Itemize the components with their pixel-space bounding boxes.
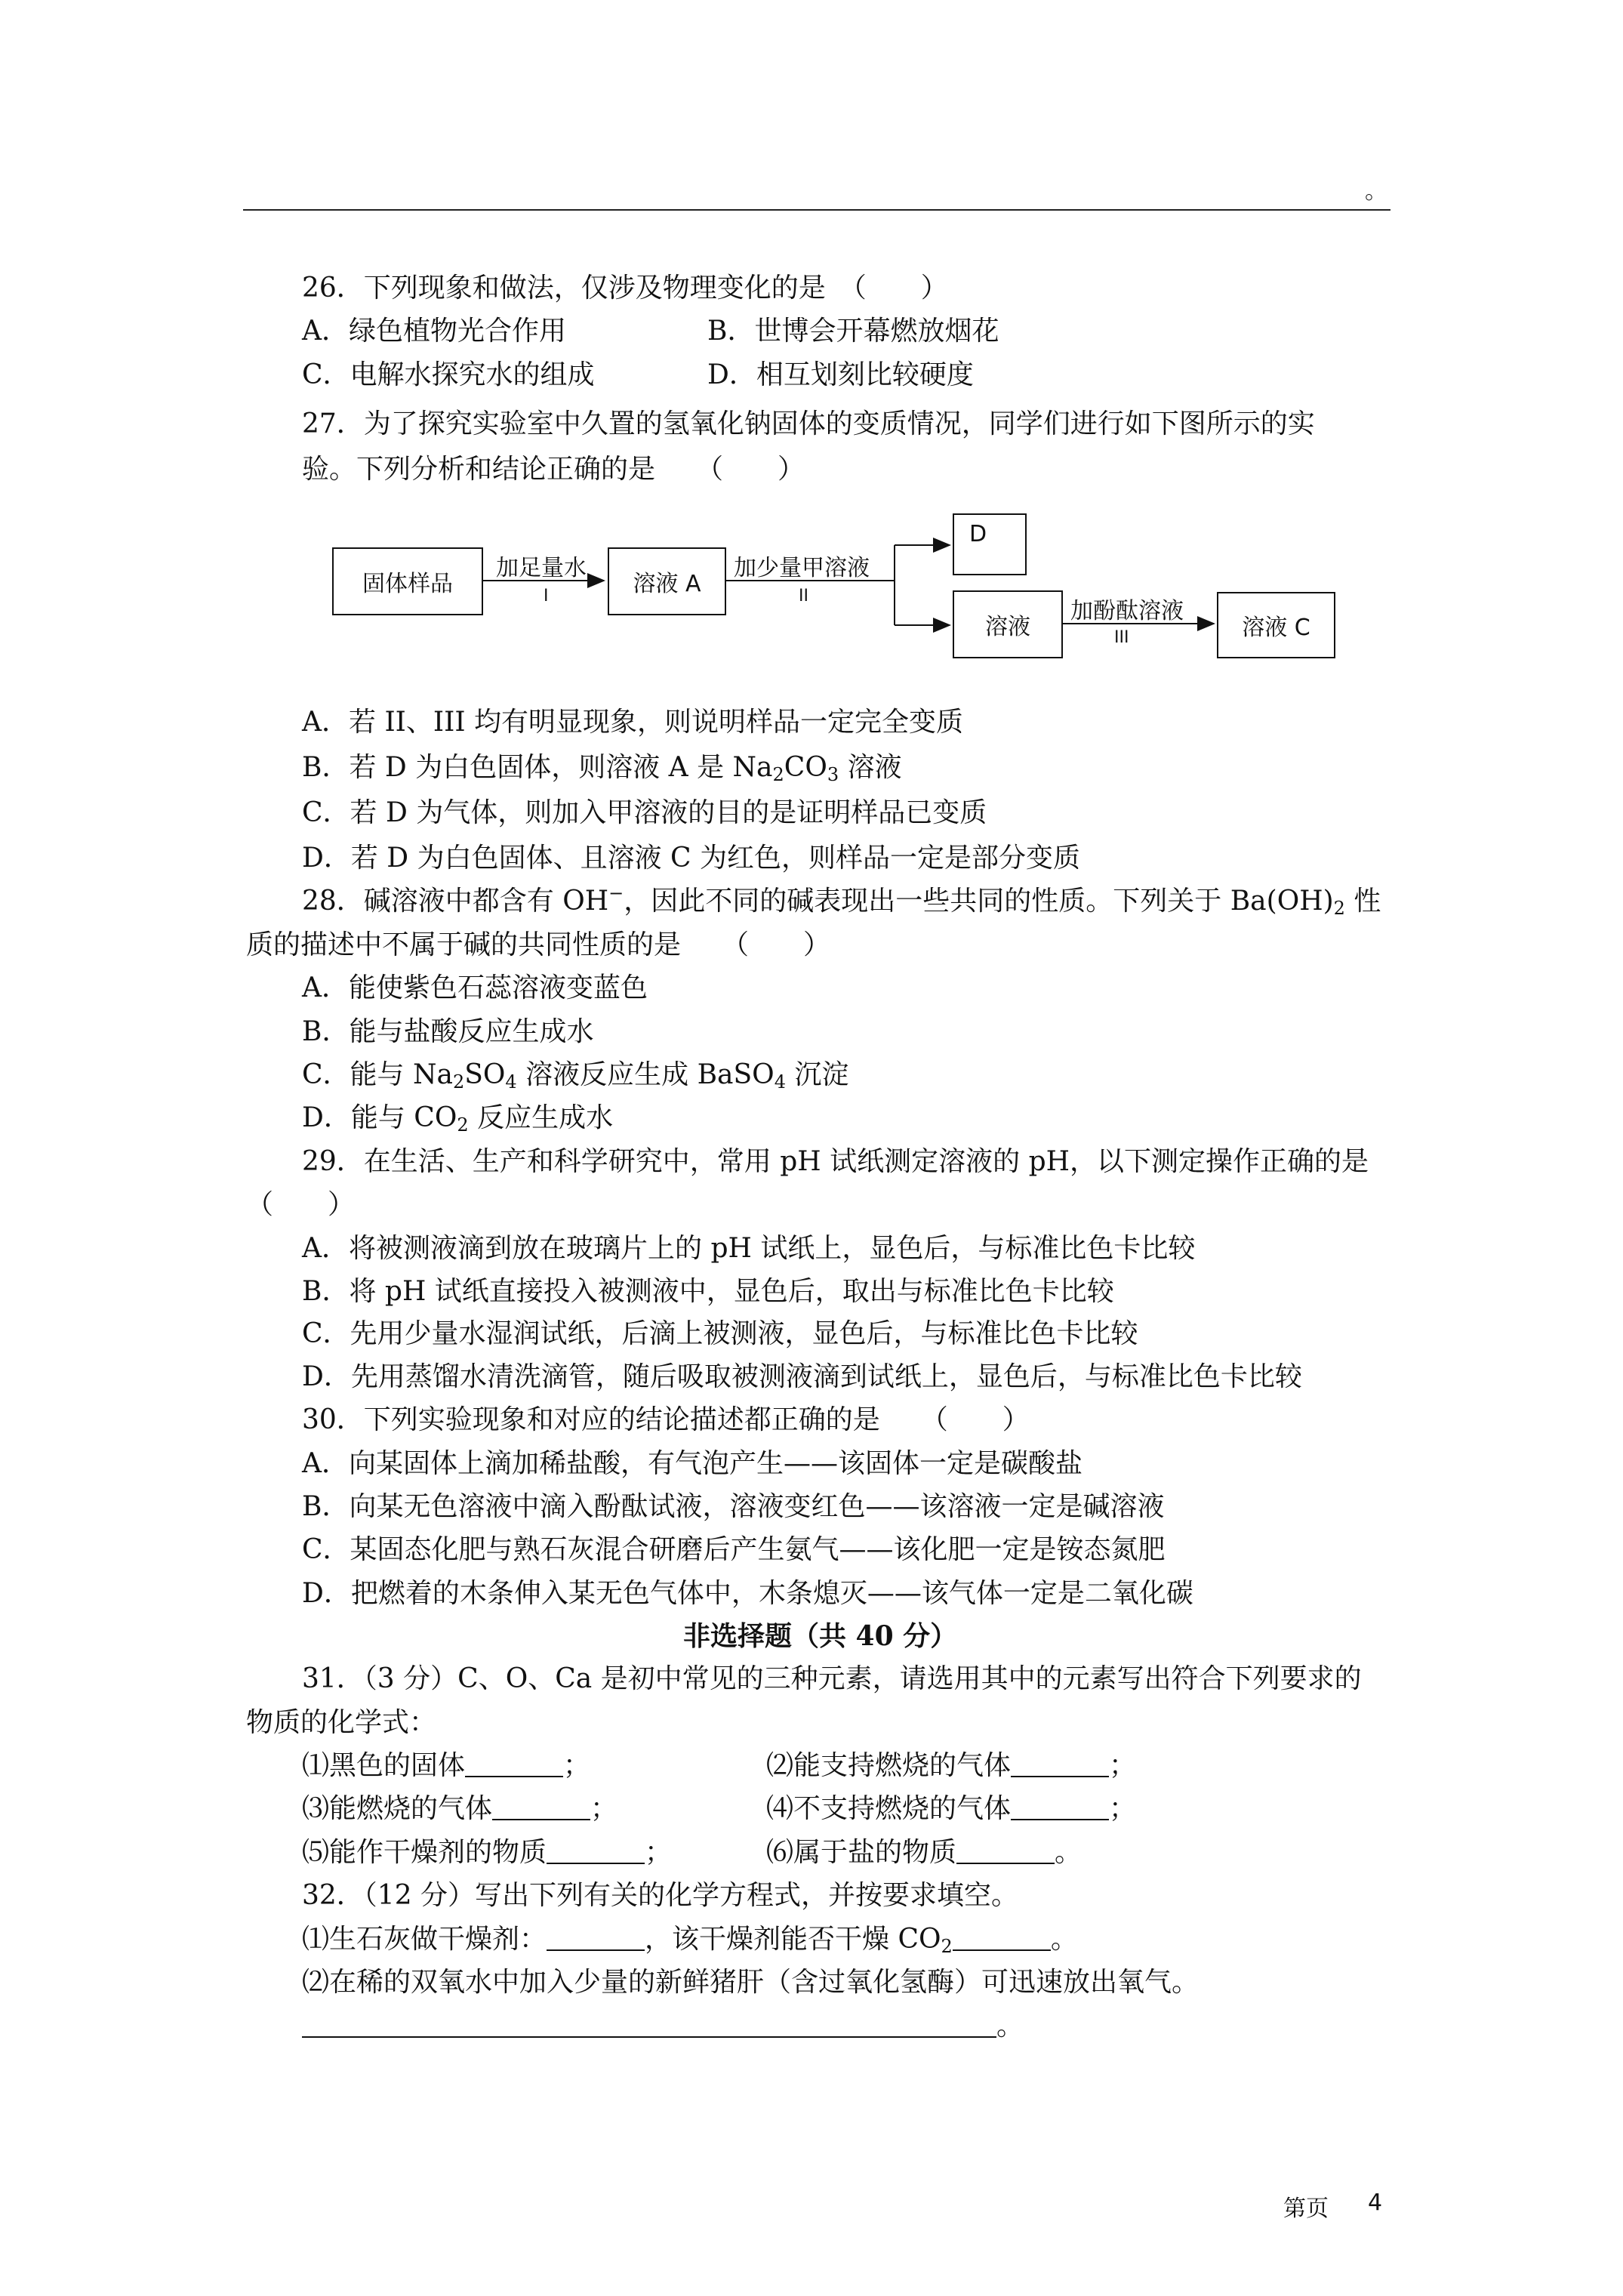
q31-item-6: ⑹属于盐的物质 。 xyxy=(766,1837,1083,1868)
answer-blank[interactable] xyxy=(492,1793,590,1820)
flow-step-3: III xyxy=(1114,628,1129,647)
q28-option-c: C．能与 $Na_2SO_4$ 溶液反应生成 BaSO$_4$ 沉淀 xyxy=(302,1059,849,1093)
flow-step-2: II xyxy=(799,587,808,606)
section-title: 非选择题（共 40 分） xyxy=(683,1620,958,1652)
answer-blank[interactable] xyxy=(547,1924,645,1951)
q31-item-3: ⑶能燃烧的气体 ； xyxy=(302,1793,618,1824)
q26-option-a: A．绿色植物光合作用 xyxy=(302,316,566,347)
q28-stem-line2: 质的描述中不属于碱的共同性质的是 （ ） xyxy=(246,929,831,960)
q31-item-2: ⑵能支持燃烧的气体 ； xyxy=(766,1750,1137,1781)
q26-stem: 26．下列现象和做法，仅涉及物理变化的是 （ ） xyxy=(302,273,948,304)
q28-option-b: B．能与盐酸反应生成水 xyxy=(302,1016,594,1047)
q27-option-b: B．若 D 为白色固体，则溶液 A 是 $Na_2CO_3$ 溶液 xyxy=(302,752,902,785)
flow-box-solution: 溶液 xyxy=(953,590,1063,658)
q26-option-c: C．电解水探究水的组成 xyxy=(302,359,595,390)
answer-blank[interactable] xyxy=(956,1837,1055,1864)
page-number: 4 xyxy=(1368,2190,1383,2216)
answer-blank[interactable] xyxy=(465,1750,563,1777)
q31-stem-line1: 31．（3 分）C、O、Ca 是初中常见的三种元素，请选用其中的元素写出符合下列要求的 xyxy=(302,1663,1362,1694)
flow-box-solid-sample: 固体样品 xyxy=(332,547,483,615)
q29-stem-line2: （ ） xyxy=(246,1189,356,1220)
q30-option-c: C．某固态化肥与熟石灰混合研磨后产生氨气——该化肥一定是铵态氮肥 xyxy=(302,1534,1166,1565)
q27-option-a: A．若 II、III 均有明显现象，则说明样品一定完全变质 xyxy=(302,707,963,738)
q28-option-d: D．能与 $CO_2$ 反应生成水 xyxy=(302,1102,614,1136)
q28-option-a: A．能使紫色石蕊溶液变蓝色 xyxy=(302,972,648,1003)
q29-option-b: B．将 pH 试纸直接投入被测液中，显色后，取出与标准比色卡比较 xyxy=(302,1276,1114,1307)
q27-option-c: C．若 D 为气体，则加入甲溶液的目的是证明样品已变质 xyxy=(302,797,987,828)
q29-stem-line1: 29．在生活、生产和科学研究中，常用 pH 试纸测定溶液的 pH，以下测定操作正确的是 xyxy=(302,1146,1369,1177)
q32-item-1: ⑴生石灰做干燥剂： ，该干燥剂能否干燥 $CO_2$ 。 xyxy=(302,1924,1078,1957)
header-mark: 。 xyxy=(1365,178,1387,205)
q27-option-d: D．若 D 为白色固体、且溶液 C 为红色，则样品一定是部分变质 xyxy=(302,843,1081,874)
flow-label-add-jia: 加少量甲溶液 xyxy=(734,555,870,581)
answer-blank[interactable] xyxy=(302,2011,996,2038)
answer-blank[interactable] xyxy=(547,1837,645,1864)
answer-blank[interactable] xyxy=(1011,1793,1109,1820)
flow-label-add-phenol: 加酚酞溶液 xyxy=(1070,598,1184,624)
q31-item-4: ⑷不支持燃烧的气体 ； xyxy=(766,1793,1137,1824)
q31-item-1: ⑴黑色的固体 ； xyxy=(302,1750,591,1781)
q30-stem: 30．下列实验现象和对应的结论描述都正确的是 （ ） xyxy=(302,1404,1030,1435)
footer-label: 第页 xyxy=(1283,2196,1329,2222)
q31-stem-line2: 物质的化学式： xyxy=(246,1707,437,1738)
q31-item-5: ⑸能作干燥剂的物质 ； xyxy=(302,1837,673,1868)
q30-option-d: D．把燃着的木条伸入某无色气体中，木条熄灭——该气体一定是二氧化碳 xyxy=(302,1578,1193,1609)
flow-step-1: I xyxy=(544,587,549,606)
flow-box-solution-c: 溶液 C xyxy=(1217,592,1335,658)
q32-item-2-answer: 。 xyxy=(302,2008,1024,2045)
q27-stem-line1: 27．为了探究实验室中久置的氢氧化钠固体的变质情况，同学们进行如下图所示的实 xyxy=(302,408,1315,439)
q32-stem: 32．（12 分）写出下列有关的化学方程式，并按要求填空。 xyxy=(302,1880,1019,1911)
q29-option-c: C．先用少量水湿润试纸，后滴上被测液，显色后，与标准比色卡比较 xyxy=(302,1318,1138,1349)
flow-box-solution-a: 溶液 A xyxy=(608,547,726,615)
q26-option-d: D．相互划刻比较硬度 xyxy=(707,359,974,390)
q29-option-d: D．先用蒸馏水清洗滴管，随后吸取被测液滴到试纸上，显色后，与标准比色卡比较 xyxy=(302,1361,1302,1392)
q30-option-a: A．向某固体上滴加稀盐酸，有气泡产生——该固体一定是碳酸盐 xyxy=(302,1448,1083,1479)
flow-label-add-water: 加足量水 xyxy=(496,555,587,581)
q28-stem-line1: 28．碱溶液中都含有 OH−，因此不同的碱表现出一些共同的性质。下列关于 $Ba(OH)_2$ 性 xyxy=(302,883,1381,919)
q26-option-b: B．世博会开幕燃放烟花 xyxy=(707,316,999,347)
q30-option-b: B．向某无色溶液中滴入酚酞试液，溶液变红色——该溶液一定是碱溶液 xyxy=(302,1491,1165,1522)
q27-stem-line2: 验。下列分析和结论正确的是 （ ） xyxy=(302,454,805,485)
answer-blank[interactable] xyxy=(953,1924,1051,1951)
flow-box-d: D xyxy=(953,513,1027,575)
answer-blank[interactable] xyxy=(1011,1750,1109,1777)
q32-item-2: ⑵在稀的双氧水中加入少量的新鲜猪肝（含过氧化氢酶）可迅速放出氧气。 xyxy=(302,1967,1200,1998)
q29-option-a: A．将被测液滴到放在玻璃片上的 pH 试纸上，显色后，与标准比色卡比较 xyxy=(302,1233,1196,1264)
